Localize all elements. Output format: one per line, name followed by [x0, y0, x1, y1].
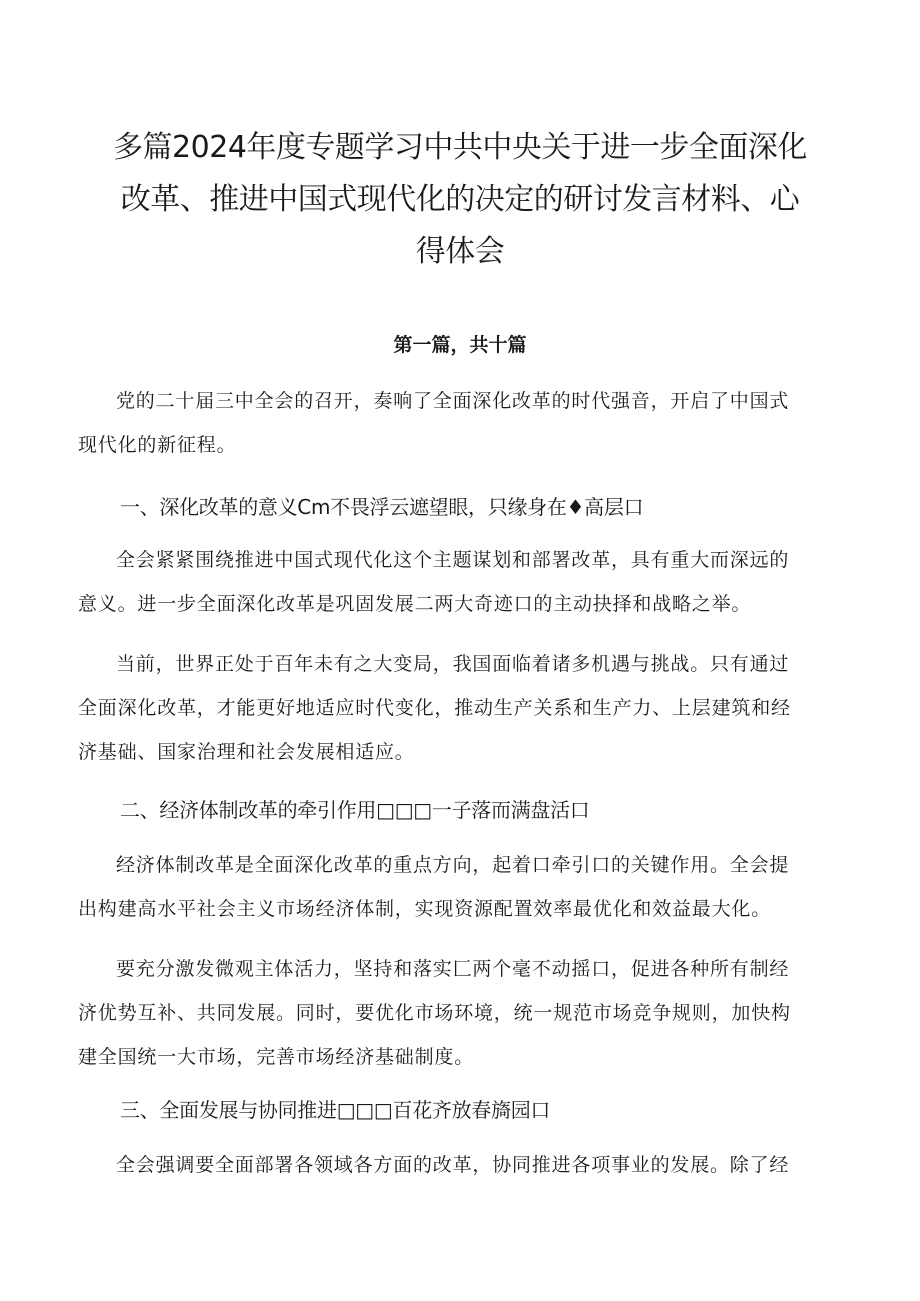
paragraph-line: 出构建高水平社会主义市场经济体制，实现资源配置效率最优化和效益最大化。 — [78, 898, 772, 920]
section-heading-3: 三、全面发展与协同推进□□□百花齐放春旖园口 — [120, 1098, 551, 1122]
document-subtitle: 第一篇，共十篇 — [393, 334, 527, 356]
document-title — [100, 122, 820, 278]
paragraph-line: 全会强调要全面部署各领域各方面的改革，协同推进各项事业的发展。除了经 — [116, 1154, 790, 1176]
paragraph-line: 当前，世界正处于百年未有之大变局，我国面临着诸多机遇与挑战。只有通过 — [116, 653, 790, 675]
title-line: 得体会 — [415, 234, 505, 269]
section-heading-1: 一、深化改革的意义Cm不畏浮云遮望眼，只缘身在♦高层口 — [120, 495, 644, 519]
section-1-paragraph-1 — [78, 538, 858, 626]
paragraph-line: 建全国统一大市场，完善市场经济基础制度。 — [78, 1046, 475, 1068]
title-line: 多篇2024年度专题学习中共中央关于进一步全面深化 — [113, 130, 807, 165]
paragraph-line: 济优势互补、共同发展。同时，要优化市场环境，统一规范市场竞争规则，加快构 — [78, 1002, 791, 1024]
paragraph-line: 要充分激发微观主体活力，坚持和落实匚两个毫不动摇口，促进各种所有制经 — [116, 958, 790, 980]
paragraph-line: 党的二十届三中全会的召开，奏响了全面深化改革的时代强音，开启了中国式 — [116, 390, 790, 412]
paragraph-line: 经济体制改革是全面深化改革的重点方向，起着口牵引口的关键作用。全会提 — [116, 854, 790, 876]
intro-paragraph — [78, 379, 858, 467]
paragraph-line: 意义。进一步全面深化改革是巩固发展二两大奇迹口的主动抉择和战略之举。 — [78, 593, 752, 615]
section-2-paragraph-2 — [78, 947, 858, 1079]
section-3-paragraph-1 — [78, 1143, 858, 1187]
paragraph-line: 济基础、国家治理和社会发展相适应。 — [78, 741, 415, 763]
paragraph-line: 全面深化改革，才能更好地适应时代变化，推动生产关系和生产力、上层建筑和经 — [78, 697, 791, 719]
section-2-paragraph-1 — [78, 843, 858, 931]
title-line: 改革、推进中国式现代化的决定的研讨发言材料、心 — [120, 182, 800, 217]
paragraph-line: 现代化的新征程。 — [78, 434, 237, 456]
section-heading-2: 二、经济体制改革的牵引作用□□□一子落而满盘活口 — [120, 798, 590, 822]
section-1-paragraph-2 — [78, 642, 858, 774]
paragraph-line: 全会紧紧围绕推进中国式现代化这个主题谋划和部署改革，具有重大而深远的 — [116, 549, 790, 571]
